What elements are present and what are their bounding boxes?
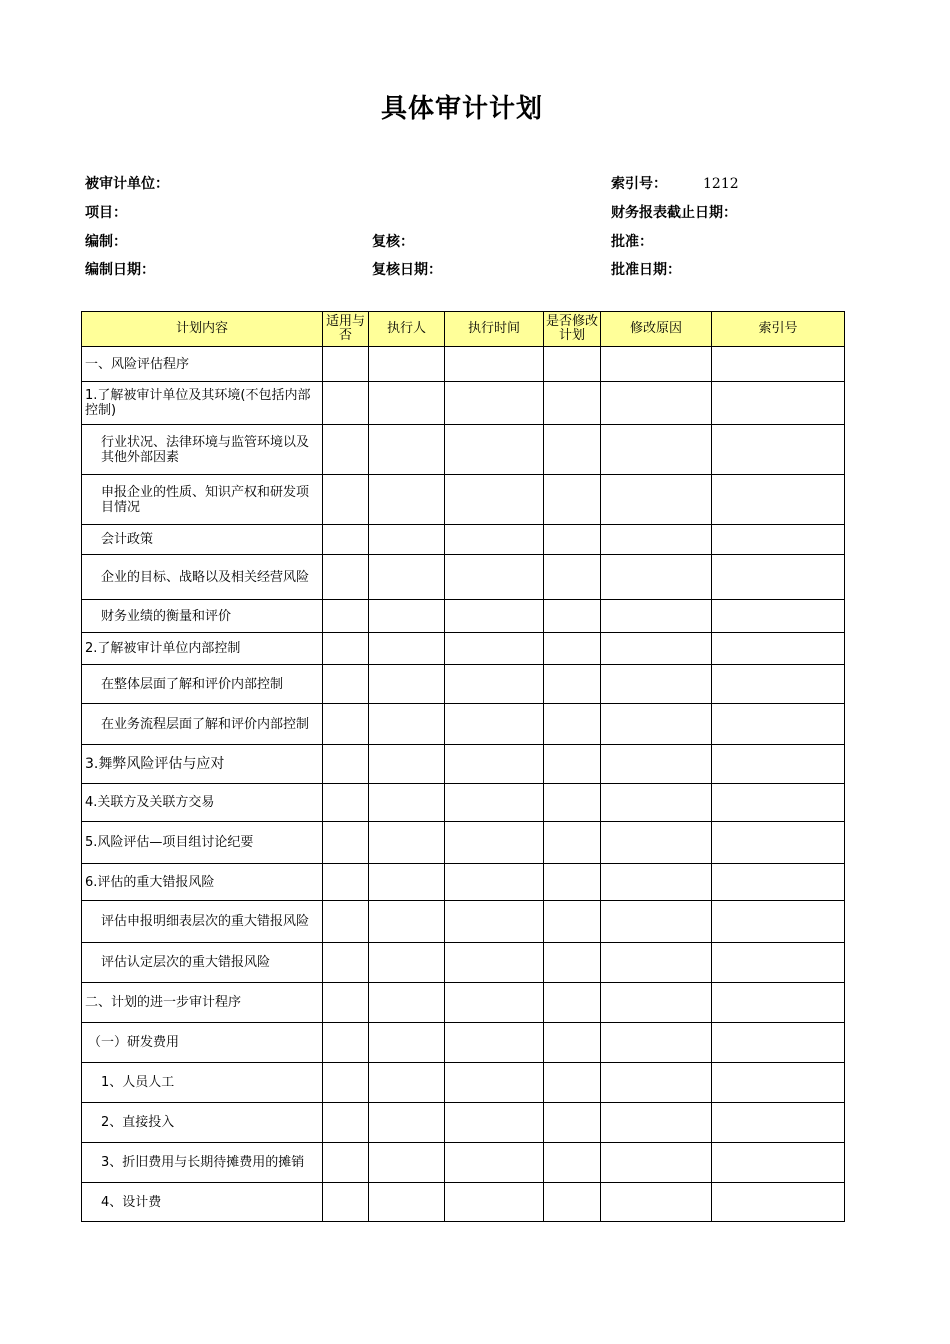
plan-modified-cell[interactable] <box>544 901 601 943</box>
index-no-cell[interactable] <box>712 983 845 1023</box>
plan-item: 2、直接投入 <box>82 1103 323 1143</box>
exec-time-cell[interactable] <box>445 600 544 633</box>
exec-time-cell[interactable] <box>445 1023 544 1063</box>
executor-cell[interactable] <box>369 704 445 745</box>
modify-reason-cell[interactable] <box>601 901 712 943</box>
executor-cell[interactable] <box>369 901 445 943</box>
project-label: 项目： <box>85 205 127 221</box>
table-row <box>82 864 845 901</box>
table-row <box>82 901 845 943</box>
exec-time-cell[interactable] <box>445 382 544 425</box>
prepared-label: 编制： <box>85 234 127 250</box>
exec-time-cell[interactable] <box>445 525 544 555</box>
modify-reason-cell[interactable] <box>601 665 712 704</box>
table-row <box>82 1103 845 1143</box>
executor-cell[interactable] <box>369 555 445 600</box>
plan-item: 1、人员人工 <box>82 1063 323 1103</box>
exec-time-cell[interactable] <box>445 1143 544 1183</box>
modify-reason-cell[interactable] <box>601 864 712 901</box>
modify-reason-cell[interactable] <box>601 1183 712 1222</box>
plan-modified-cell[interactable] <box>544 347 601 382</box>
index-no-cell[interactable] <box>712 382 845 425</box>
index-no-cell[interactable] <box>712 822 845 864</box>
index-value: 1212 <box>703 176 739 192</box>
plan-item: 3、折旧费用与长期待摊费用的摊销 <box>82 1143 323 1183</box>
index-no-cell[interactable] <box>712 525 845 555</box>
applicable-cell[interactable] <box>323 633 369 665</box>
table-row <box>82 943 845 983</box>
modify-reason-cell[interactable] <box>601 347 712 382</box>
plan-item: 评估申报明细表层次的重大错报风险 <box>82 901 323 943</box>
applicable-cell[interactable] <box>323 704 369 745</box>
plan-modified-cell[interactable] <box>544 1063 601 1103</box>
executor-cell[interactable] <box>369 1183 445 1222</box>
executor-cell[interactable] <box>369 1023 445 1063</box>
applicable-cell[interactable] <box>323 600 369 633</box>
col-header-plan-content: 计划内容 <box>82 312 323 347</box>
applicable-cell[interactable] <box>323 864 369 901</box>
index-no-cell[interactable] <box>712 901 845 943</box>
plan-modified-cell[interactable] <box>544 525 601 555</box>
executor-cell[interactable] <box>369 600 445 633</box>
plan-modified-cell[interactable] <box>544 1103 601 1143</box>
applicable-cell[interactable] <box>323 347 369 382</box>
plan-modified-cell[interactable] <box>544 633 601 665</box>
executor-cell[interactable] <box>369 347 445 382</box>
col-header-index-no: 索引号 <box>712 312 845 347</box>
table-row <box>82 1063 845 1103</box>
table-row <box>82 983 845 1023</box>
exec-time-cell[interactable] <box>445 665 544 704</box>
modify-reason-cell[interactable] <box>601 983 712 1023</box>
modify-reason-cell[interactable] <box>601 475 712 525</box>
index-no-cell[interactable] <box>712 745 845 784</box>
exec-time-cell[interactable] <box>445 555 544 600</box>
plan-item: 二、计划的进一步审计程序 <box>82 983 323 1023</box>
table-row <box>82 382 845 425</box>
plan-modified-cell[interactable] <box>544 822 601 864</box>
applicable-cell[interactable] <box>323 1143 369 1183</box>
modify-reason-cell[interactable] <box>601 555 712 600</box>
index-no-cell[interactable] <box>712 1103 845 1143</box>
applicable-cell[interactable] <box>323 745 369 784</box>
plan-modified-cell[interactable] <box>544 425 601 475</box>
executor-cell[interactable] <box>369 822 445 864</box>
plan-item: 在整体层面了解和评价内部控制 <box>82 665 323 704</box>
page-title: 具体审计计划 <box>380 94 543 124</box>
plan-item: 1.了解被审计单位及其环境(不包括内部控制) <box>82 382 323 425</box>
modify-reason-cell[interactable] <box>601 1143 712 1183</box>
plan-modified-cell[interactable] <box>544 943 601 983</box>
table-row <box>82 633 845 665</box>
exec-time-cell[interactable] <box>445 901 544 943</box>
reviewed-date-label: 复核日期： <box>372 262 442 278</box>
modify-reason-cell[interactable] <box>601 525 712 555</box>
table-row <box>82 704 845 745</box>
executor-cell[interactable] <box>369 633 445 665</box>
exec-time-cell[interactable] <box>445 983 544 1023</box>
table-row <box>82 1023 845 1063</box>
plan-modified-cell[interactable] <box>544 665 601 704</box>
applicable-cell[interactable] <box>323 822 369 864</box>
index-no-cell[interactable] <box>712 864 845 901</box>
plan-item: 评估认定层次的重大错报风险 <box>82 943 323 983</box>
index-no-cell[interactable] <box>712 784 845 822</box>
table-row <box>82 784 845 822</box>
executor-cell[interactable] <box>369 1063 445 1103</box>
modify-reason-cell[interactable] <box>601 745 712 784</box>
exec-time-cell[interactable] <box>445 704 544 745</box>
fs-date-label: 财务报表截止日期： <box>611 205 737 221</box>
table-row <box>82 475 845 525</box>
table-row <box>82 555 845 600</box>
modify-reason-cell[interactable] <box>601 1103 712 1143</box>
exec-time-cell[interactable] <box>445 1103 544 1143</box>
audited-unit-label: 被审计单位： <box>85 176 169 192</box>
plan-item: 企业的目标、战略以及相关经营风险 <box>82 555 323 600</box>
table-header-row <box>82 312 845 347</box>
index-no-cell[interactable] <box>712 425 845 475</box>
modify-reason-cell[interactable] <box>601 600 712 633</box>
executor-cell[interactable] <box>369 784 445 822</box>
applicable-cell[interactable] <box>323 983 369 1023</box>
plan-modified-cell[interactable] <box>544 382 601 425</box>
table-row <box>82 745 845 784</box>
index-no-cell[interactable] <box>712 1183 845 1222</box>
exec-time-cell[interactable] <box>445 784 544 822</box>
plan-modified-cell[interactable] <box>544 864 601 901</box>
col-header-exec-time: 执行时间 <box>445 312 544 347</box>
modify-reason-cell[interactable] <box>601 943 712 983</box>
exec-time-cell[interactable] <box>445 864 544 901</box>
modify-reason-cell[interactable] <box>601 382 712 425</box>
plan-item: 6.评估的重大错报风险 <box>82 864 323 901</box>
index-no-cell[interactable] <box>712 1143 845 1183</box>
table-row <box>82 1143 845 1183</box>
applicable-cell[interactable] <box>323 555 369 600</box>
exec-time-cell[interactable] <box>445 1183 544 1222</box>
table-row <box>82 1183 845 1222</box>
plan-item: 3.舞弊风险评估与应对 <box>82 745 323 784</box>
index-no-cell[interactable] <box>712 1063 845 1103</box>
plan-item: 财务业绩的衡量和评价 <box>82 600 323 633</box>
exec-time-cell[interactable] <box>445 943 544 983</box>
executor-cell[interactable] <box>369 1143 445 1183</box>
applicable-cell[interactable] <box>323 1023 369 1063</box>
index-no-cell[interactable] <box>712 347 845 382</box>
exec-time-cell[interactable] <box>445 745 544 784</box>
plan-modified-cell[interactable] <box>544 600 601 633</box>
executor-cell[interactable] <box>369 665 445 704</box>
index-no-cell[interactable] <box>712 943 845 983</box>
table-row <box>82 600 845 633</box>
plan-item: 4.关联方及关联方交易 <box>82 784 323 822</box>
col-header-executor: 执行人 <box>369 312 445 347</box>
plan-modified-cell[interactable] <box>544 1183 601 1222</box>
applicable-cell[interactable] <box>323 784 369 822</box>
executor-cell[interactable] <box>369 983 445 1023</box>
modify-reason-cell[interactable] <box>601 1023 712 1063</box>
table-row <box>82 347 845 382</box>
plan-modified-cell[interactable] <box>544 1143 601 1183</box>
approved-label: 批准： <box>611 234 653 250</box>
plan-modified-cell[interactable] <box>544 784 601 822</box>
exec-time-cell[interactable] <box>445 633 544 665</box>
plan-modified-cell[interactable] <box>544 983 601 1023</box>
index-no-cell[interactable] <box>712 665 845 704</box>
plan-item: （一）研发费用 <box>82 1023 323 1063</box>
plan-item: 2.了解被审计单位内部控制 <box>82 633 323 665</box>
executor-cell[interactable] <box>369 943 445 983</box>
applicable-cell[interactable] <box>323 382 369 425</box>
table-row <box>82 665 845 704</box>
index-no-cell[interactable] <box>712 704 845 745</box>
exec-time-cell[interactable] <box>445 425 544 475</box>
table-row <box>82 822 845 864</box>
executor-cell[interactable] <box>369 1103 445 1143</box>
applicable-cell[interactable] <box>323 1183 369 1222</box>
modify-reason-cell[interactable] <box>601 425 712 475</box>
reviewed-label: 复核： <box>372 234 414 250</box>
plan-modified-cell[interactable] <box>544 555 601 600</box>
approved-date-label: 批准日期： <box>611 262 681 278</box>
modify-reason-cell[interactable] <box>601 1063 712 1103</box>
plan-modified-cell[interactable] <box>544 475 601 525</box>
applicable-cell[interactable] <box>323 425 369 475</box>
index-no-cell[interactable] <box>712 633 845 665</box>
col-header-plan-modified: 是否修改计划 <box>544 312 601 347</box>
applicable-cell[interactable] <box>323 901 369 943</box>
exec-time-cell[interactable] <box>445 822 544 864</box>
plan-item: 一、风险评估程序 <box>82 347 323 382</box>
modify-reason-cell[interactable] <box>601 633 712 665</box>
executor-cell[interactable] <box>369 745 445 784</box>
plan-item: 申报企业的性质、知识产权和研发项目情况 <box>82 475 323 525</box>
applicable-cell[interactable] <box>323 475 369 525</box>
executor-cell[interactable] <box>369 475 445 525</box>
modify-reason-cell[interactable] <box>601 704 712 745</box>
plan-modified-cell[interactable] <box>544 745 601 784</box>
plan-item: 行业状况、法律环境与监管环境以及其他外部因素 <box>82 425 323 475</box>
index-no-cell[interactable] <box>712 555 845 600</box>
index-field <box>611 173 739 193</box>
table-row <box>82 425 845 475</box>
exec-time-cell[interactable] <box>445 475 544 525</box>
plan-item: 在业务流程层面了解和评价内部控制 <box>82 704 323 745</box>
audit-plan-table <box>81 311 845 1222</box>
index-no-cell[interactable] <box>712 600 845 633</box>
table-row <box>82 525 845 555</box>
applicable-cell[interactable] <box>323 525 369 555</box>
executor-cell[interactable] <box>369 864 445 901</box>
plan-modified-cell[interactable] <box>544 704 601 745</box>
exec-time-cell[interactable] <box>445 1063 544 1103</box>
col-header-modify-reason: 修改原因 <box>601 312 712 347</box>
modify-reason-cell[interactable] <box>601 822 712 864</box>
plan-modified-cell[interactable] <box>544 1023 601 1063</box>
modify-reason-cell[interactable] <box>601 784 712 822</box>
index-no-cell[interactable] <box>712 1023 845 1063</box>
applicable-cell[interactable] <box>323 943 369 983</box>
plan-item: 会计政策 <box>82 525 323 555</box>
exec-time-cell[interactable] <box>445 347 544 382</box>
plan-item: 4、设计费 <box>82 1183 323 1222</box>
executor-cell[interactable] <box>369 382 445 425</box>
index-no-cell[interactable] <box>712 475 845 525</box>
applicable-cell[interactable] <box>323 665 369 704</box>
executor-cell[interactable] <box>369 525 445 555</box>
index-label: 索引号： <box>611 176 667 192</box>
col-header-applicable: 适用与否 <box>323 312 369 347</box>
prepared-date-label: 编制日期： <box>85 262 155 278</box>
applicable-cell[interactable] <box>323 1103 369 1143</box>
applicable-cell[interactable] <box>323 1063 369 1103</box>
executor-cell[interactable] <box>369 425 445 475</box>
plan-item: 5.风险评估—项目组讨论纪要 <box>82 822 323 864</box>
